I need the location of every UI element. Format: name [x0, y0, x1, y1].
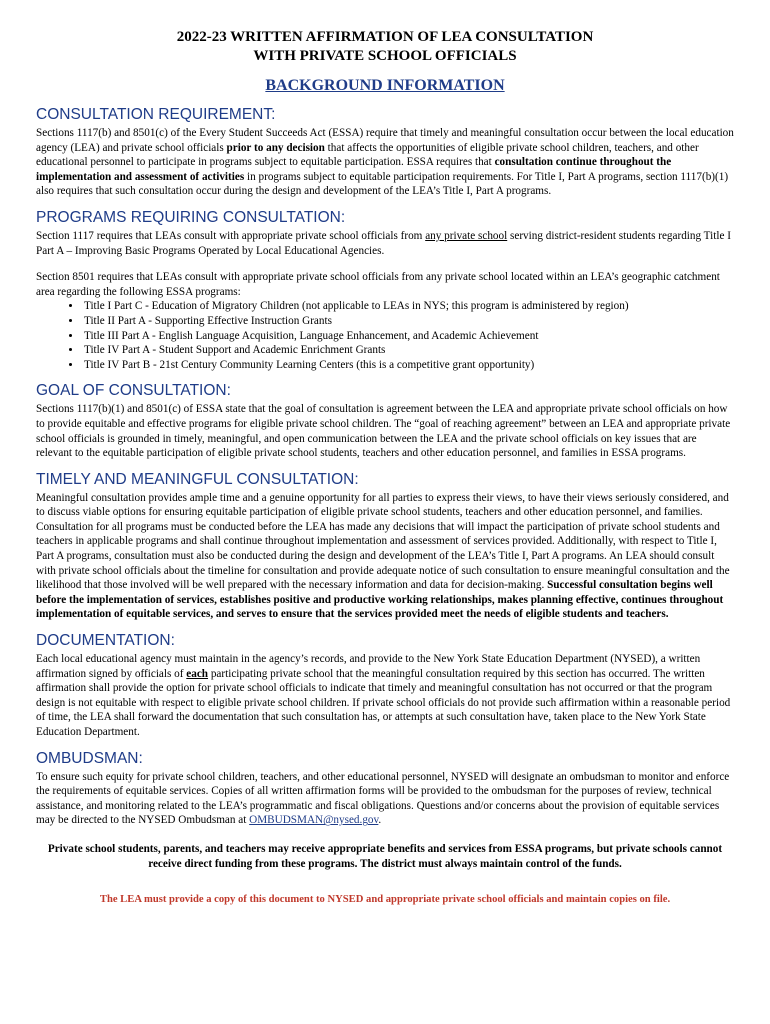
- title-line-1: 2022-23 WRITTEN AFFIRMATION OF LEA CONSULTATION: [176, 29, 594, 45]
- list-item: • Title II Part A - Supporting Effective Instruction Grants: [82, 314, 734, 329]
- text-run: in programs subject to equitable participation requirements. For Title I, Part A programs, section 1117(b)(1) also requires that such consultation occur during the design and development of the LEA’s Title I, Part A programs.: [36, 170, 729, 198]
- paragraph-documentation: [36, 652, 734, 740]
- heading-goal-of-consultation: GOAL OF CONSULTATION:: [36, 382, 231, 400]
- heading-ombudsman: OMBUDSMAN:: [36, 749, 143, 767]
- list-item: • Title III Part A - English Language Acquisition, Language Enhancement, and Academic Achievement: [82, 329, 734, 344]
- text-run: To ensure such equity for private school children, teachers, and other educational personnel, NYSED will designate an ombudsman to monitor and enforce the requirements of equitable services. Copies of all written affirmation forms will be provided to the ombudsman for the purposes of review, technical assistance, and monitoring related to the LEA’s programmatic and fiscal obligations. Questions and/or concerns about the provision of equitable services may be directed to the NYSED Ombudsman at: [36, 770, 730, 827]
- closing-statement: Private school students, parents, and teachers may receive appropriate benefits and services from ESSA programs, but private schools cannot receive direct funding from these programs. The district must always maintain control of the funds.: [47, 842, 723, 870]
- document-subtitle: BACKGROUND INFORMATION: [265, 77, 505, 94]
- paragraph-programs-section-8501: Section 8501 requires that LEAs consult with appropriate private school officials from any private school located within an LEA’s geographic catchment area regarding the following ESSA programs:: [36, 271, 720, 298]
- bold-run: consultation continue throughout the implementation and assessment of activities: [36, 156, 672, 183]
- bold-run: prior to any decision: [226, 141, 325, 154]
- paragraph-consultation-requirement: [36, 126, 734, 199]
- text-run: Section 1117 requires that LEAs consult with appropriate private school officials from: [36, 229, 426, 242]
- text-run: serving district-resident students regarding Title I Part A – Improving Basic Programs Operated by Local Educational Agencies.: [36, 229, 731, 257]
- text-run: participating private school that the meaningful consultation required by this section has occurred. The written affirmation shall provide the option for private school officials to indicate that timely and meaningful consultation has not occurred or that the program design is not equitable with respect to eligible private school children. If private school officials do not provide such affirmation within a reasonable period of time, the LEA shall forward the documentation that such consultation has, or attempts at such consultation have, taken place to the New York State Education Department.: [36, 667, 731, 738]
- paragraph-programs-section-1117: [36, 229, 734, 258]
- heading-documentation: DOCUMENTATION:: [36, 632, 175, 650]
- underlined-run: any private school: [425, 229, 508, 242]
- ombudsman-email-link[interactable]: OMBUDSMAN@nysed.gov: [249, 814, 379, 827]
- text-run: Sections 1117(b) and 8501(c) of the Every Student Succeeds Act (ESSA) require that timely and meaningful consultation occur between the local education agency (LEA) and private school officials: [36, 127, 734, 154]
- document-title: [36, 28, 734, 66]
- text-run: .: [378, 814, 382, 827]
- bold-underlined-run: each: [186, 667, 209, 680]
- list-item: • Title IV Part B - 21st Century Community Learning Centers (this is a competitive grant opportunity): [82, 358, 734, 373]
- text-run: Meaningful consultation provides ample time and a genuine opportunity for all parties to express their views, to have their views seriously considered, and to discuss viable options for ensuring equitable participation of eligible private school students, teachers and other education personnel, and families. Consultation for all programs must be conducted before the LEA has made any decisions that will impact the participation of private school students and teachers in applicable programs and shall continue throughout implementation and assessment of services provided. Additionally, with respect to Title I, Part A programs, consultation must also be conducted during the design and development of the LEA’s Title I, Part A programs. An LEA should consult with private school officials about the timeline for consultation and provide adequate notice of such consultation to ensure meaningful consultation and the likelihood that those involved will be well prepared with the necessary information and data for decision-making.: [36, 491, 730, 592]
- programs-list: [36, 299, 734, 372]
- paragraph-goal: Sections 1117(b)(1) and 8501(c) of ESSA state that the goal of consultation is agreement between the LEA and appropriate private school officials on how to provide equitable and effective programs for eligible private school children. The “goal of reaching agreement” between an LEA and appropriate private school officials is grounded in timely, meaningful, and open communication between the LEA and the private school officials on key issues that are relevant to the equitable participation of eligible private school students, teachers and other education personnel, and families in ESSA programs.: [36, 403, 731, 460]
- text-run: that affects the opportunities of eligible private school children, teachers, and other educational personnel to participate in programs subject to equitable participation. ESSA requires that: [36, 141, 699, 169]
- text-run: Each local educational agency must maintain in the agency’s records, and provide to the New York State Education Department (NYSED), a written affirmation signed by officials of: [36, 653, 701, 680]
- list-item: • Title IV Part A - Student Support and Academic Enrichment Grants: [82, 343, 734, 358]
- heading-programs-requiring: PROGRAMS REQUIRING CONSULTATION:: [36, 208, 346, 226]
- heading-timely-meaningful: TIMELY AND MEANINGFUL CONSULTATION:: [36, 470, 359, 488]
- title-line-2: WITH PRIVATE SCHOOL OFFICIALS: [253, 48, 517, 64]
- bold-run: Successful consultation begins well before the implementation of services, establishes positive and productive working relationships, makes planning effective, continues throughout implementation of equitable services, and serves to ensure that the services provided meet the needs of eligible students and teachers.: [36, 579, 724, 621]
- paragraph-ombudsman: [36, 770, 734, 828]
- heading-consultation-requirement: CONSULTATION REQUIREMENT:: [36, 106, 276, 123]
- list-item: • Title I Part C - Education of Migratory Children (not applicable to LEAs in NYS; this program is administered by region): [82, 299, 734, 314]
- footnote-notice: The LEA must provide a copy of this document to NYSED and appropriate private school officials and maintain copies on file.: [99, 894, 671, 906]
- paragraph-timely: [36, 491, 734, 622]
